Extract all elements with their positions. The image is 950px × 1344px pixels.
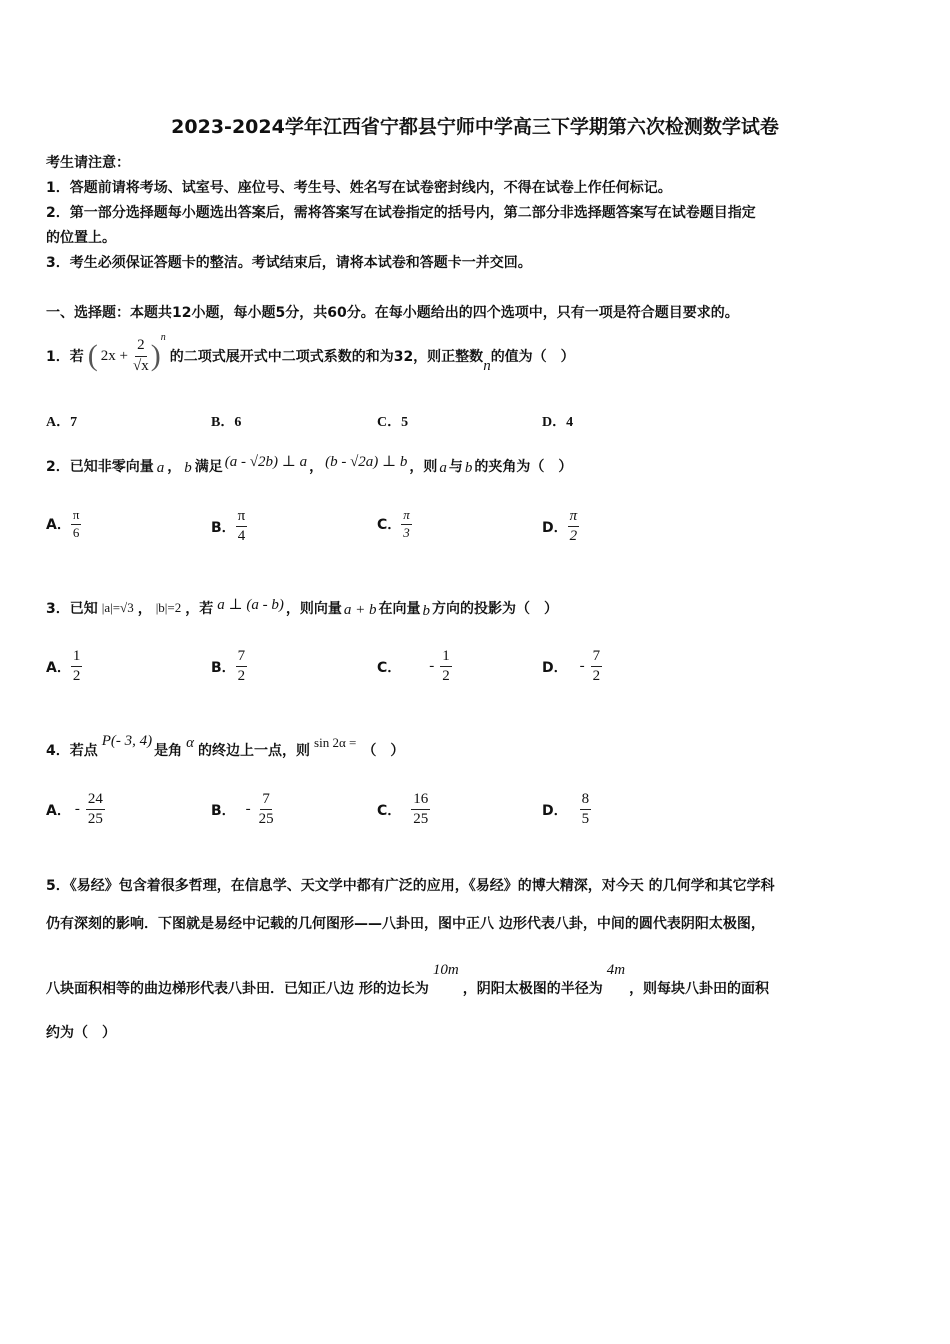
question-5-line-1: 5．《易经》包含着很多哲理，在信息学、天文学中都有广泛的应用，《易经》的博大精深，对今天 的几何学和其它学科	[46, 878, 775, 894]
q2-option-a[interactable]: A． $\frac{\pi}{6}$	[46, 507, 80, 540]
q3-sep: ，	[137, 601, 152, 617]
q5-text-a: 八块面积相等的曲边梯形代表八卦田．已知正八边 形的边长为	[46, 981, 429, 997]
notice-item-1: 1．答题前请将考场、试室号、座位号、考生号、姓名写在试卷密封线内，不得在试卷上作任何标记。	[46, 180, 672, 196]
q3-cond-3: a ⊥ (a - b)	[217, 596, 284, 613]
question-5-line-4: 约为（ ）	[46, 1025, 116, 1041]
q2-sep: ，	[167, 459, 182, 475]
q1-option-b[interactable]: B．6	[211, 415, 242, 430]
q2-vec-a-2: a	[439, 459, 447, 476]
q3-cond-2: |b|=2	[155, 600, 182, 615]
q5-text-b: ，阴阳太极图的半径为	[462, 981, 603, 997]
q3-text-3: 在向量	[378, 601, 421, 617]
q2-text-2: ，则	[409, 459, 438, 475]
q3-option-d[interactable]: D． - $\frac{7}{2}$	[542, 648, 601, 685]
q4-text-2: 的终边上一点，则	[198, 743, 311, 759]
q4-option-d[interactable]: D． $\frac{8}{5}$	[542, 791, 590, 828]
q4-option-b[interactable]: B． - $\frac{7}{25}$	[211, 791, 274, 828]
q3-option-b[interactable]: B． $\frac{7}{2}$	[211, 648, 246, 685]
section-heading: 一、选择题：本题共12小题，每小题5分，共60分。在每小题给出的四个选项中，只有一项是符合题目要求的。	[46, 305, 739, 321]
page-title: 2023-2024学年江西省宁都县宁师中学高三下学期第六次检测数学试卷	[171, 116, 779, 138]
q3-vec-b: b	[422, 602, 430, 619]
q2-vec-b: b	[184, 459, 192, 476]
q1-expr: 2x +	[100, 347, 128, 364]
q2-vec-b-2: b	[464, 459, 473, 476]
q5-text-c: ，则每块八卦田的面积	[629, 981, 770, 997]
notice-item-2: 2．第一部分选择题每小题选出答案后，需将答案写在试卷指定的括号内，第二部分非选择题答案写在试卷题目指定	[46, 205, 756, 221]
q2-number: 2．已知非零向量	[46, 459, 154, 475]
q2-option-b[interactable]: B． $\frac{\pi}{4}$	[211, 508, 246, 545]
q2-option-d[interactable]: D． $\frac{\pi}{2}$	[542, 508, 578, 545]
q1-right-paren: )	[150, 339, 161, 372]
q5-radius: 4m	[606, 962, 626, 978]
q3-text-4: 方向的投影为（ ）	[431, 601, 558, 617]
question-3	[46, 592, 558, 624]
q3-cond-1: |a|=√3	[101, 600, 134, 615]
q4-tail: （ ）	[362, 743, 405, 759]
q1-exponent: n	[160, 332, 166, 343]
question-1	[46, 332, 575, 380]
q1-var: n	[483, 357, 491, 374]
q2-text-3: 与	[448, 459, 463, 475]
notice-item-3: 3．考生必须保证答题卡的整洁。考试结束后，请将本试卷和答题卡一并交回。	[46, 255, 532, 271]
question-5-line-2: 仍有深刻的影响．下图就是易经中记载的几何图形——八卦田，图中正八 边形代表八卦，中间的圆代表阴阳太极图，	[46, 916, 765, 932]
q4-point: P(- 3, 4)	[101, 732, 153, 749]
q4-option-a[interactable]: A． - $\frac{24}{25}$	[46, 791, 103, 828]
q4-expr: sin 2α =	[314, 735, 357, 750]
q1-option-a[interactable]: A．7	[46, 415, 78, 430]
q3-expr: a + b	[343, 601, 377, 618]
question-2	[46, 450, 572, 482]
q4-alpha: α	[186, 734, 195, 751]
q3-option-c[interactable]: C． - $\frac{1}{2}$	[377, 648, 450, 685]
question-4	[46, 734, 404, 766]
notice-heading: 考生请注意：	[46, 155, 130, 171]
q1-text: 的二项式展开式中二项式系数的和为32，则正整数	[169, 349, 484, 365]
q3-option-a[interactable]: A． $\frac{1}{2}$	[46, 648, 81, 685]
q1-fraction: $\frac{2}{√x}$	[132, 337, 149, 374]
q1-option-d[interactable]: D．4	[542, 415, 574, 430]
q2-sep-2: ，	[309, 459, 324, 475]
q5-side-length: 10m	[432, 962, 459, 978]
q1-tail: 的值为（ ）	[490, 349, 575, 365]
q4-text-1: 是角	[154, 743, 183, 759]
q1-left-paren: (	[87, 339, 98, 372]
notice-item-2-cont: 的位置上。	[46, 230, 116, 246]
q2-vec-a: a	[156, 459, 165, 476]
q2-cond-2: (b - √2a) ⊥ b	[325, 453, 408, 470]
q2-text-1: 满足	[194, 459, 223, 475]
q1-option-c[interactable]: C．5	[377, 415, 409, 430]
q3-text-2: ，则向量	[285, 601, 342, 617]
q3-text-1: ，若	[185, 601, 214, 617]
q1-number: 1．若	[46, 349, 84, 365]
q4-number: 4．若点	[46, 743, 98, 759]
q3-number: 3．已知	[46, 601, 98, 617]
q2-text-4: 的夹角为（ ）	[474, 459, 573, 475]
q2-cond-1: (a - √2b) ⊥ a	[224, 453, 308, 470]
question-5-line-3	[46, 962, 769, 998]
q2-option-c[interactable]: C． $\frac{\pi}{3}$	[377, 507, 410, 540]
q4-option-c[interactable]: C． $\frac{16}{25}$	[377, 791, 429, 828]
